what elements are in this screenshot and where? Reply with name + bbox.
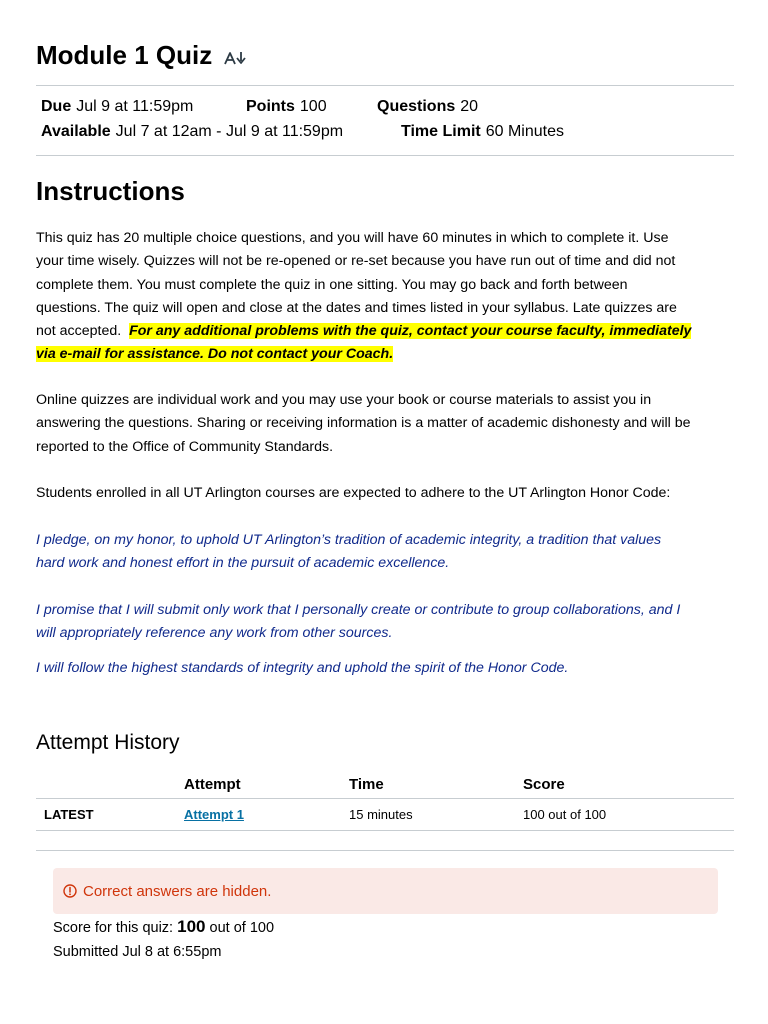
availability bbox=[41, 123, 343, 141]
text-line: your time wisely. Quizzes will not be re-opened or re-set because you have run out of time and did not bbox=[36, 253, 676, 270]
available-value: Jul 7 at 12am - Jul 9 at 11:59pm bbox=[115, 123, 344, 140]
questions bbox=[377, 98, 478, 116]
honor-standards: I will follow the highest standards of integrity and uphold the spirit of the Honor Code. bbox=[36, 660, 569, 676]
column-header-time: Time bbox=[349, 775, 384, 793]
title-row bbox=[36, 40, 248, 71]
warning-circle-icon bbox=[63, 884, 77, 898]
alert-text: Correct answers are hidden. bbox=[83, 882, 272, 900]
instructions-paragraph bbox=[36, 227, 738, 367]
quiz-score bbox=[53, 917, 274, 937]
individual-work-paragraph bbox=[36, 389, 738, 459]
attempt-history-heading: Attempt History bbox=[36, 731, 180, 754]
timelimit-label: Time Limit bbox=[401, 123, 481, 140]
table-header-row bbox=[36, 770, 734, 799]
page-title: Module 1 Quiz bbox=[36, 40, 213, 70]
table-row bbox=[36, 799, 734, 831]
attempt-time: 15 minutes bbox=[349, 807, 413, 822]
text-line: This quiz has 20 multiple choice questions, and you will have 60 minutes in which to complete it. Use bbox=[36, 230, 669, 246]
points-label: Points bbox=[246, 98, 295, 115]
honor-promise bbox=[36, 599, 738, 646]
attempt-score: 100 out of 100 bbox=[523, 807, 607, 822]
time-limit bbox=[401, 123, 564, 141]
submitted-date: Submitted Jul 8 at 6:55pm bbox=[53, 944, 222, 960]
score-value: 100 bbox=[177, 917, 206, 936]
attempt-history-table bbox=[36, 770, 734, 831]
available-label: Available bbox=[41, 123, 111, 140]
text-line: questions. The quiz will open and close at the dates and times listed in your syllabus. Late quizzes are bbox=[36, 299, 677, 316]
column-header-attempt: Attempt bbox=[184, 775, 241, 793]
instructions-heading: Instructions bbox=[36, 176, 185, 206]
text-line: I promise that I will submit only work that I personally create or contribute to group collaborations, and I bbox=[36, 602, 681, 618]
score-suffix: out of 100 bbox=[205, 920, 275, 936]
due-date bbox=[41, 98, 193, 116]
honor-code-intro: Students enrolled in all UT Arlington courses are expected to adhere to the UT Arlington Honor Code: bbox=[36, 485, 671, 501]
answers-hidden-alert bbox=[53, 868, 718, 914]
honor-pledge bbox=[36, 529, 738, 576]
text-line: will appropriately reference any work from other sources. bbox=[36, 625, 393, 642]
text-line: hard work and honest effort in the pursuit of academic excellence. bbox=[36, 555, 450, 572]
sort-alpha-icon[interactable] bbox=[224, 50, 248, 66]
divider bbox=[36, 85, 734, 86]
divider bbox=[36, 850, 734, 851]
latest-tag: LATEST bbox=[44, 807, 94, 822]
column-header-score: Score bbox=[523, 775, 565, 793]
points-value: 100 bbox=[299, 98, 327, 115]
text-line: reported to the Office of Community Standards. bbox=[36, 438, 334, 455]
score-prefix: Score for this quiz: bbox=[53, 920, 178, 936]
attempt-1-link[interactable]: Attempt 1 bbox=[184, 807, 244, 822]
due-label: Due bbox=[41, 98, 72, 115]
highlighted-notice: via e-mail for assistance. Do not contact your Coach. bbox=[36, 346, 394, 363]
text-line: Online quizzes are individual work and you may use your book or course materials to assist you in bbox=[36, 392, 652, 408]
due-value: Jul 9 at 11:59pm bbox=[76, 98, 194, 115]
divider bbox=[36, 155, 734, 156]
points bbox=[246, 98, 327, 116]
text-line: complete them. You must complete the quiz in one sitting. You may go back and forth between bbox=[36, 276, 628, 293]
text-line: not accepted. bbox=[36, 323, 130, 340]
timelimit-value: 60 Minutes bbox=[485, 123, 564, 140]
questions-value: 20 bbox=[460, 98, 479, 115]
text-line: I pledge, on my honor, to uphold UT Arlington’s tradition of academic integrity, a tradition that values bbox=[36, 532, 662, 548]
highlighted-notice: For any additional problems with the quiz, contact your course faculty, immediately bbox=[129, 323, 692, 340]
questions-label: Questions bbox=[377, 98, 456, 115]
text-line: answering the questions. Sharing or receiving information is a matter of academic dishonesty and will be bbox=[36, 415, 691, 432]
